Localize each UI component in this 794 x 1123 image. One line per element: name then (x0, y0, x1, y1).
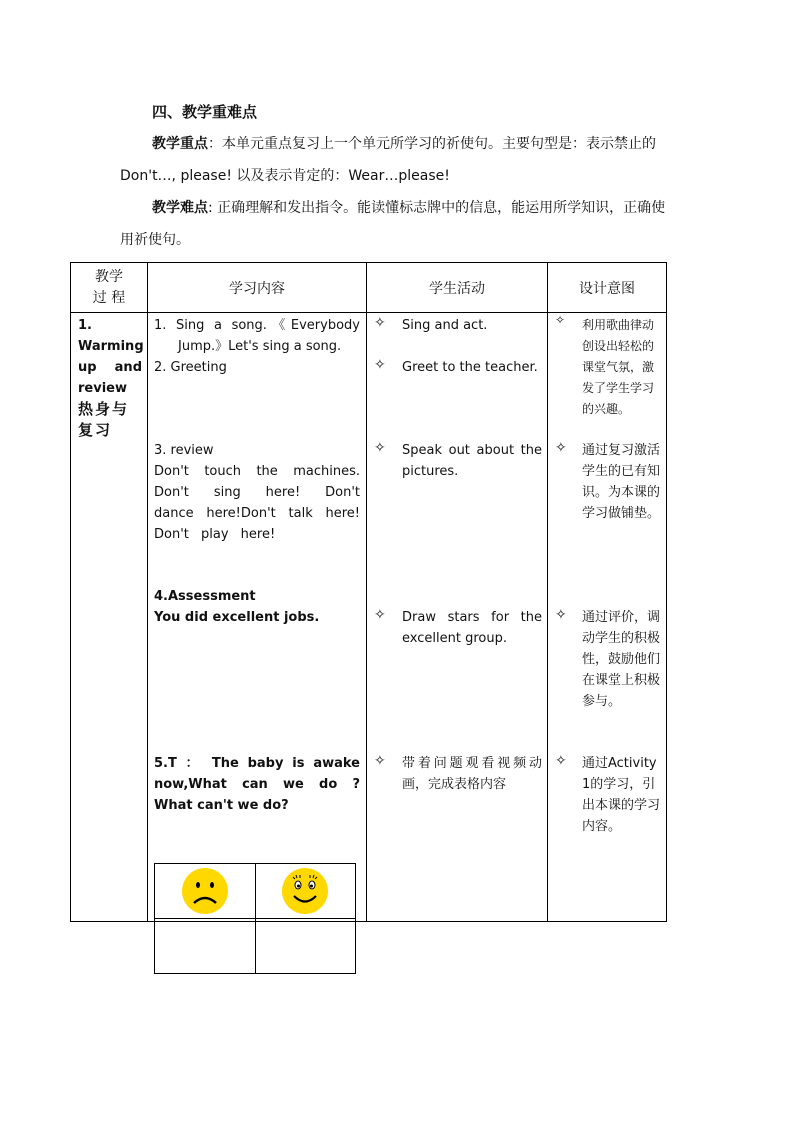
happy-face-icon (281, 867, 329, 915)
diamond-bullet-icon: ✧ (374, 357, 386, 373)
intent-2: 通过复习激活学生的已有知识。为本课的学习做铺垫。 (582, 443, 661, 521)
section-heading: 四、教学重难点 (152, 103, 258, 121)
stage-en: 1. Warming up and review (78, 318, 144, 396)
content-item-3-title: 3. review (154, 443, 214, 458)
table-row (155, 919, 356, 974)
stage-cell (71, 313, 148, 922)
header-process: 教学 过 程 (71, 263, 148, 313)
header-content: 学习内容 (148, 263, 367, 313)
content-item-5: 5.T ： The baby is awake now,What can we do ? What can't we do? (154, 756, 360, 813)
content-item-2: 2. Greeting (154, 360, 227, 375)
activity-4: Draw stars for the excellent group. (402, 610, 542, 646)
key-point-label: 教学重点 (152, 136, 208, 152)
content-item-4-text: You did excellent jobs. (154, 610, 320, 625)
stage-cn: 热身与复习 (78, 400, 130, 439)
activity-3: Speak out about the pictures. (402, 443, 542, 479)
content-cell (148, 313, 367, 922)
table-row (71, 313, 667, 922)
header-intent: 设计意图 (548, 263, 667, 313)
content-item-3-text: Don't touch the machines. Don't sing here! Don't dance here!Don't talk here! Don't play here! (154, 464, 360, 542)
sad-face-icon (181, 867, 229, 915)
faces-table (154, 863, 356, 974)
diamond-bullet-icon: ✧ (374, 440, 386, 456)
activity-5: 带着问题观看视频动画，完成表格内容 (402, 756, 542, 792)
intent-3: 通过评价，调动学生的积极性，鼓励他们在课堂上积极参与。 (582, 610, 661, 709)
sad-answer-cell (155, 919, 256, 974)
intent-1: 利用歌曲律动创设出轻松的课堂气氛，激发了学生学习的兴趣。 (582, 318, 655, 416)
lesson-table (70, 262, 667, 922)
header-activity: 学生活动 (367, 263, 548, 313)
key-point-text: ：本单元重点复习上一个单元所学习的祈使句。主要句型是：表示禁止的 Don't…, please! 以及表示肯定的：Wear…please! (120, 136, 656, 184)
difficult-point-text: : 正确理解和发出指令。能读懂标志牌中的信息，能运用所学知识，正确使用祈使句。 (120, 200, 666, 248)
diamond-bullet-icon: ✧ (374, 315, 386, 331)
content-item-1: 1. Sing a song.《Everybody Jump.》Let's sing a song. (154, 318, 360, 354)
key-point-paragraph (120, 128, 675, 192)
diamond-bullet-icon: ✧ (555, 313, 566, 327)
table-row (155, 864, 356, 919)
intent-4: 通过Activity1的学习，引出本课的学习内容。 (582, 756, 661, 834)
happy-answer-cell (255, 919, 356, 974)
activity-2: Greet to the teacher. (402, 360, 538, 375)
diamond-bullet-icon: ✧ (374, 607, 386, 623)
diamond-bullet-icon: ✧ (555, 607, 567, 623)
difficult-point-label: 教学难点 (152, 200, 208, 216)
activity-cell (367, 313, 548, 922)
activity-1: Sing and act. (402, 318, 488, 333)
content-item-4-title: 4.Assessment (154, 589, 256, 604)
difficult-point-paragraph (120, 192, 675, 256)
diamond-bullet-icon: ✧ (555, 440, 567, 456)
happy-face-cell (255, 864, 356, 919)
diamond-bullet-icon: ✧ (374, 753, 386, 769)
sad-face-cell (155, 864, 256, 919)
table-header-row (71, 263, 667, 313)
intent-cell (548, 313, 667, 922)
diamond-bullet-icon: ✧ (555, 753, 567, 769)
